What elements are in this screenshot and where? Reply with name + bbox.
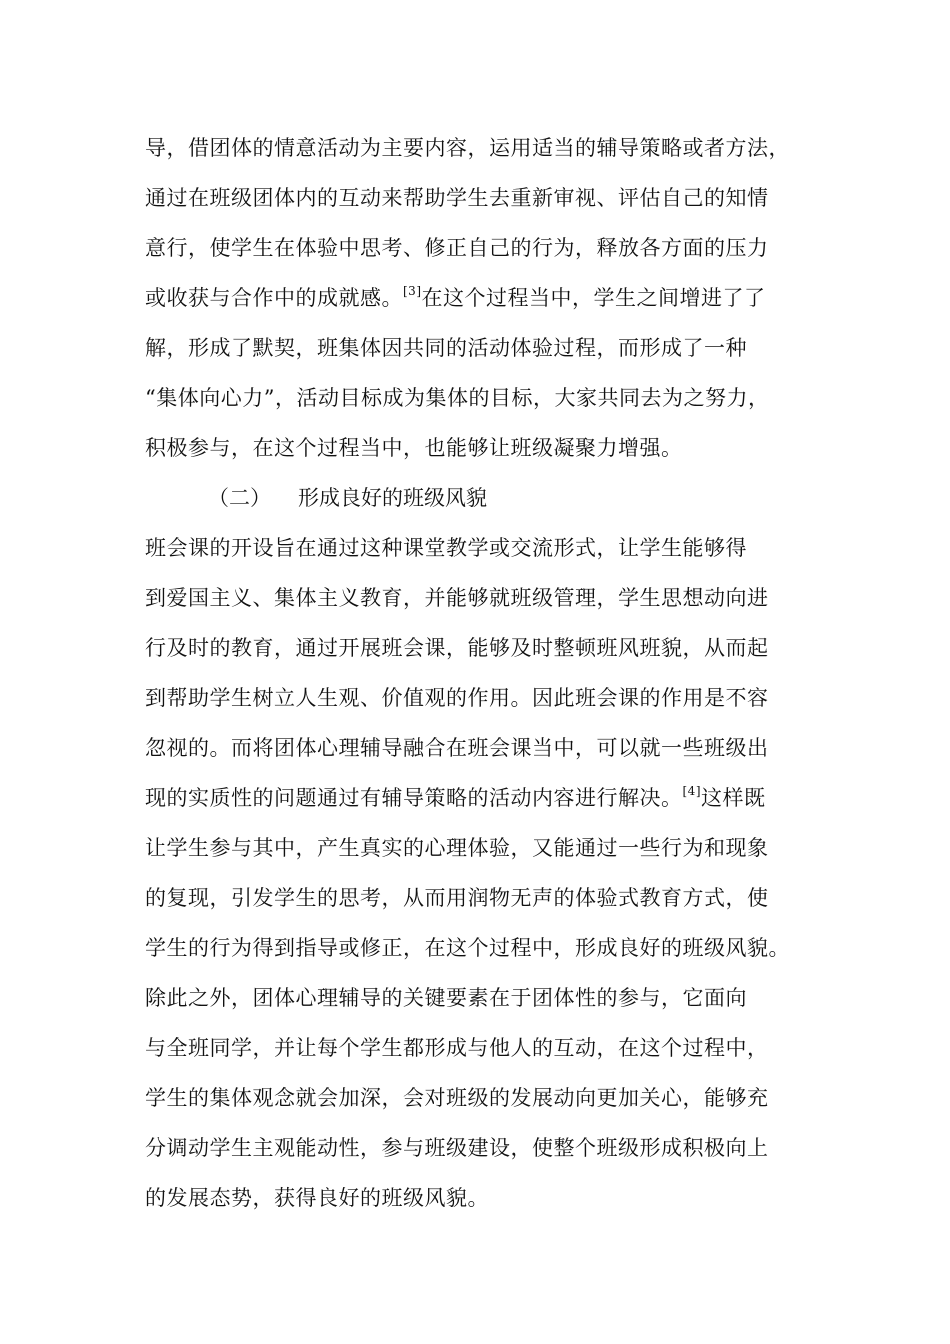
text-line: “集体向心力”，活动目标成为集体的目标，大家共同去为之努力， [145,386,770,410]
section-number: （二） [208,486,271,510]
text-segment: 或收获与合作中的成就感。 [145,286,403,310]
section-title: 形成良好的班级风貌 [298,486,487,510]
text-line: 分调动学生主观能动性，参与班级建设，使整个班级形成积极向上 [145,1136,769,1160]
text-line: 与全班同学，并让每个学生都形成与他人的互动，在这个过程中， [145,1036,769,1060]
text-line [145,773,790,823]
text-line: 忽视的。而将团体心理辅导融合在班会课当中，可以就一些班级出 [145,736,769,760]
text-segment: 现的实质性的问题通过有辅导策略的活动内容进行解决。 [145,786,683,810]
text-line: 的发展态势，获得良好的班级风貌。 [145,1186,489,1210]
paragraph-3 [145,973,769,1223]
section-heading [208,473,487,523]
text-line: 意行，使学生在体验中思考、修正自己的行为，释放各方面的压力 [145,236,769,260]
text-line: 学生的集体观念就会加深，会对班级的发展动向更加关心，能够充 [145,1086,769,1110]
paragraph-2 [145,523,790,973]
citation-marker: [3] [403,284,422,298]
text-line: 通过在班级团体内的互动来帮助学生去重新审视、评估自己的知情 [145,186,769,210]
text-line: 导，借团体的情意活动为主要内容，运用适当的辅导策略或者方法， [145,136,790,160]
paragraph-1 [145,123,790,473]
text-line [145,273,790,323]
citation-marker: [4] [682,784,701,798]
text-line: 让学生参与其中，产生真实的心理体验，又能通过一些行为和现象 [145,836,769,860]
text-line: 除此之外，团体心理辅导的关键要素在于团体性的参与，它面向 [145,986,747,1010]
text-line: 到帮助学生树立人生观、价值观的作用。因此班会课的作用是不容 [145,686,769,710]
text-line: 行及时的教育，通过开展班会课，能够及时整顿班风班貌，从而起 [145,636,769,660]
text-line: 积极参与，在这个过程当中，也能够让班级凝聚力增强。 [145,436,683,460]
text-segment: 在这个过程当中，学生之间增进了了 [421,286,766,310]
text-line: 到爱国主义、集体主义教育，并能够就班级管理，学生思想动向进 [145,586,769,610]
text-line: 班会课的开设旨在通过这种课堂教学或交流形式，让学生能够得 [145,536,747,560]
text-line: 的复现，引发学生的思考，从而用润物无声的体验式教育方式，使 [145,886,769,910]
text-line: 解，形成了默契，班集体因共同的活动体验过程，而形成了一种 [145,336,747,360]
text-line: 学生的行为得到指导或修正，在这个过程中，形成良好的班级风貌。 [145,936,790,960]
text-segment: 这样既 [701,786,766,810]
